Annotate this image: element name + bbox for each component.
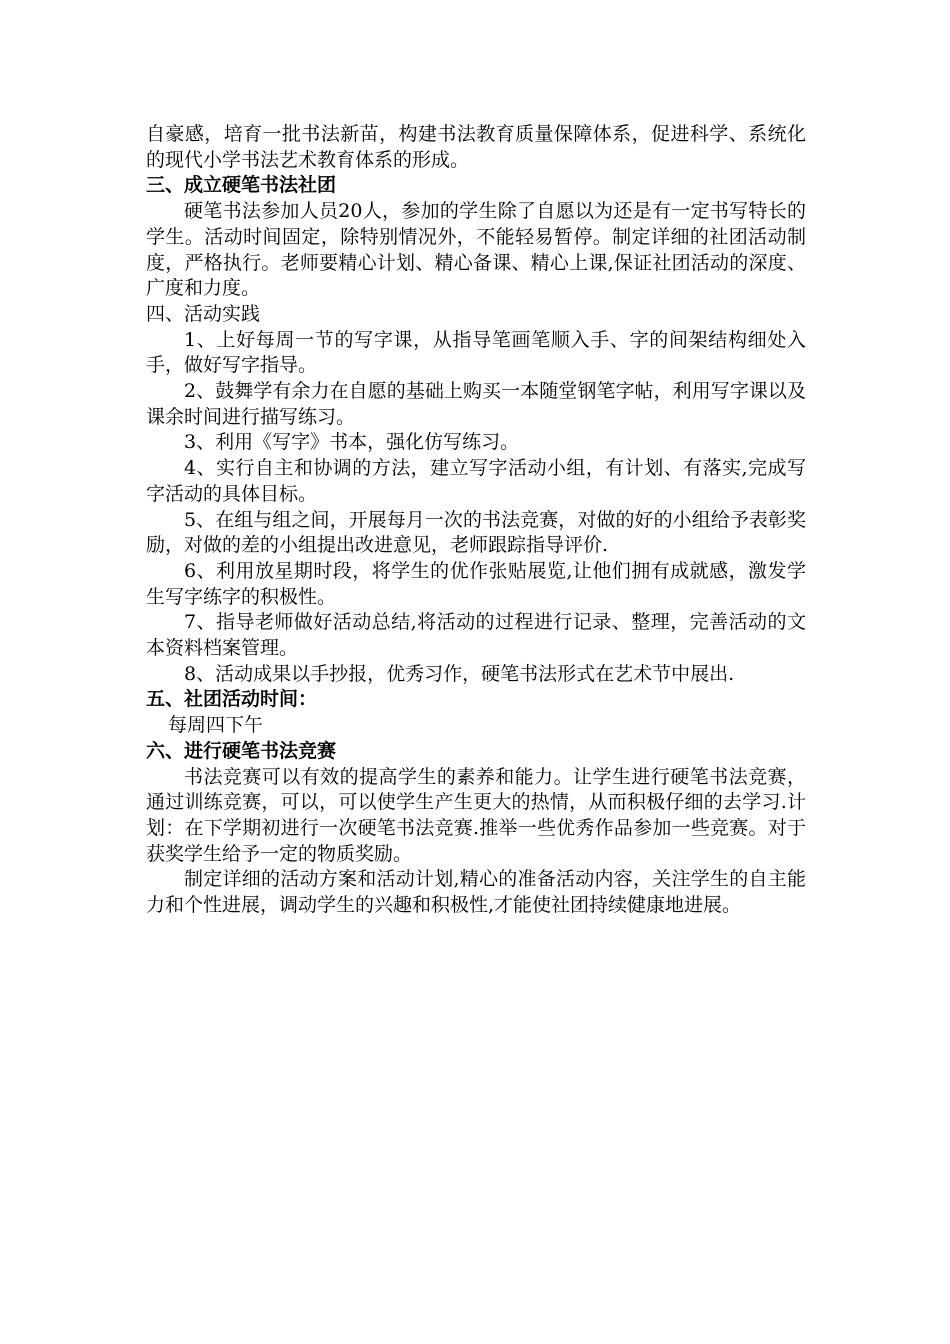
heading-section-5: 五、社团活动时间： (146, 688, 318, 711)
paragraph-plan: 制定详细的活动方案和活动计划,精心的准备活动内容，关注学生的自主能力和个性进展，调动学生的兴趣和积极性,才能使社团持续健康地进展。 (146, 868, 806, 917)
list-item-6: 6、利用放星期时段，将学生的优作张贴展览,让他们拥有成就感，激发学生写字练字的积极性。 (146, 559, 806, 608)
list-item-4: 4、实行自主和协调的方法，建立写字活动小组，有计划、有落实,完成写字活动的具体目标。 (146, 457, 806, 505)
paragraph-club-members: 硬笔书法参加人员20人，参加的学生除了自愿以为还是有一定书写特长的学生。活动时间固定，除特别情况外，不能轻易暂停。制定详细的社团活动制度，严格执行。老师要精心计划、精心备课、精心上课,保证社团活动的深度、广度和力度。 (146, 200, 806, 300)
heading-section-4: 四、活动实践 (146, 302, 261, 325)
paragraph-competition: 书法竞赛可以有效的提高学生的素养和能力。让学生进行硬笔书法竞赛，通过训练竞赛，可以，可以使学生产生更大的热情，从而积极仔细的去学习.计划：在下学期初进行一次硬笔书法竞赛.推举一些优秀作品参加一些竞赛。对于获奖学生给予一定的物质奖励。 (146, 765, 806, 865)
list-item-2: 2、鼓舞学有余力在自愿的基础上购买一本随堂钢笔字帖，利用写字课以及课余时间进行描写练习。 (146, 380, 806, 428)
paragraph-activity-time: 每周四下午 (168, 714, 264, 737)
list-item-7: 7、指导老师做好活动总结,将活动的过程进行记录、整理，完善活动的文本资料档案管理。 (146, 611, 806, 660)
document-page (146, 122, 806, 919)
heading-section-3: 三、成立硬笔书法社团 (146, 174, 337, 197)
paragraph-intro-continued: 自豪感，培育一批书法新苗，构建书法教育质量保障体系，促进科学、系统化的现代小学书法艺术教育体系的形成。 (146, 123, 806, 171)
list-item-3: 3、利用《写字》书本，强化仿写练习。 (184, 431, 520, 454)
list-item-1: 1、上好每周一节的写字课，从指导笔画笔顺入手、字的间架结构细处入手，做好写字指导。 (146, 328, 806, 377)
list-item-8: 8、活动成果以手抄报，优秀习作，硬笔书法形式在艺术节中展出. (184, 662, 735, 685)
heading-section-6: 六、进行硬笔书法竞赛 (146, 739, 337, 762)
list-item-5: 5、在组与组之间，开展每月一次的书法竞赛，对做的好的小组给予表彰奖励，对做的差的小组提出改进意见，老师跟踪指导评价. (146, 508, 806, 557)
